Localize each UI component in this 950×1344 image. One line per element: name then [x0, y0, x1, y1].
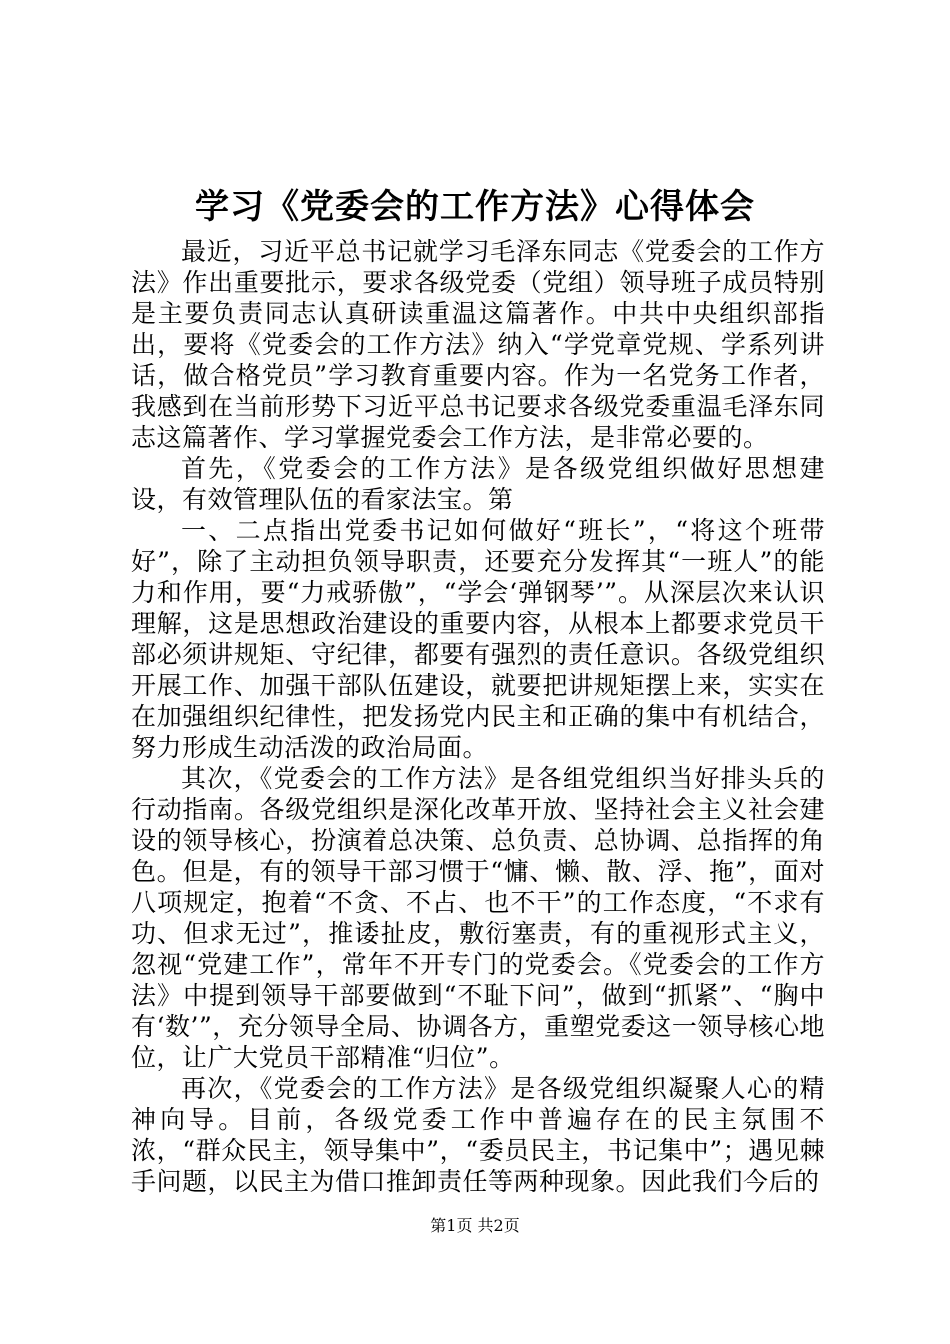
paragraph-4: 其次，《党委会的工作方法》是各组党组织当好排头兵的行动指南。各级党组织是深化改革开放、坚持社会主义社会建设的领导核心，扮演着总决策、总负责、总协调、总指挥的角色。但是，有的领导干部习惯于“慵、懒、散、浮、拖”，面对八项规定，抱着“不贪、不占、也不干”的工作态度，“不求有功、但求无过”，推诿扯皮，敷衍塞责，有的重视形式主义，忽视“党建工作”，常年不开专门的党委会。《党委会的工作方法》中提到领导干部要做到“不耻下问”，做到“抓紧”、“胸中有‘数’”，充分领导全局、协调各方，重塑党委这一领导核心地位，让广大党员干部精准“归位”。 — [131, 764, 825, 1072]
paragraph-3: 一、二点指出党委书记如何做好“班长”，“将这个班带好”，除了主动担负领导职责，还要充分发挥其“一班人”的能力和作用，要“力戒骄傲”，“学会‘弹钢琴’”。从深层次来认识理解，这是思想政治建设的重要内容，从根本上都要求党员干部必须讲规矩、守纪律，都要有强烈的责任意识。各级党组织开展工作、加强干部队伍建设，就要把讲规矩摆上来，实实在在加强组织纪律性，把发扬党内民主和正确的集中有机结合，努力形成生动活泼的政治局面。 — [131, 516, 825, 762]
document-title: 学习《党委会的工作方法》心得体会 — [195, 187, 755, 227]
paragraph-5: 再次，《党委会的工作方法》是各级党组织凝聚人心的精神向导。目前，各级党委工作中普遍存在的民主氛围不浓，“群众民主，领导集中”，“委员民主，书记集中”；遇见棘手问题，以民主为借口推卸责任等两种现象。因此我们今后的 — [131, 1074, 825, 1196]
paragraph-1: 最近，习近平总书记就学习毛泽东同志《党委会的工作方法》作出重要批示，要求各级党委（党组）领导班子成员特别是主要负责同志认真研读重温这篇著作。中共中央组织部指出，要将《党委会的工作方法》纳入“学党章党规、学系列讲话，做合格党员”学习教育重要内容。作为一名党务工作者，我感到在当前形势下习近平总书记要求各级党委重温毛泽东同志这篇著作、学习掌握党委会工作方法，是非常必要的。 — [131, 237, 825, 452]
page-footer: 第1页 共2页 — [430, 1216, 520, 1235]
paragraph-2: 首先，《党委会的工作方法》是各级党组织做好思想建设，有效管理队伍的看家法宝。第 — [131, 454, 825, 514]
document-body — [131, 236, 825, 1197]
